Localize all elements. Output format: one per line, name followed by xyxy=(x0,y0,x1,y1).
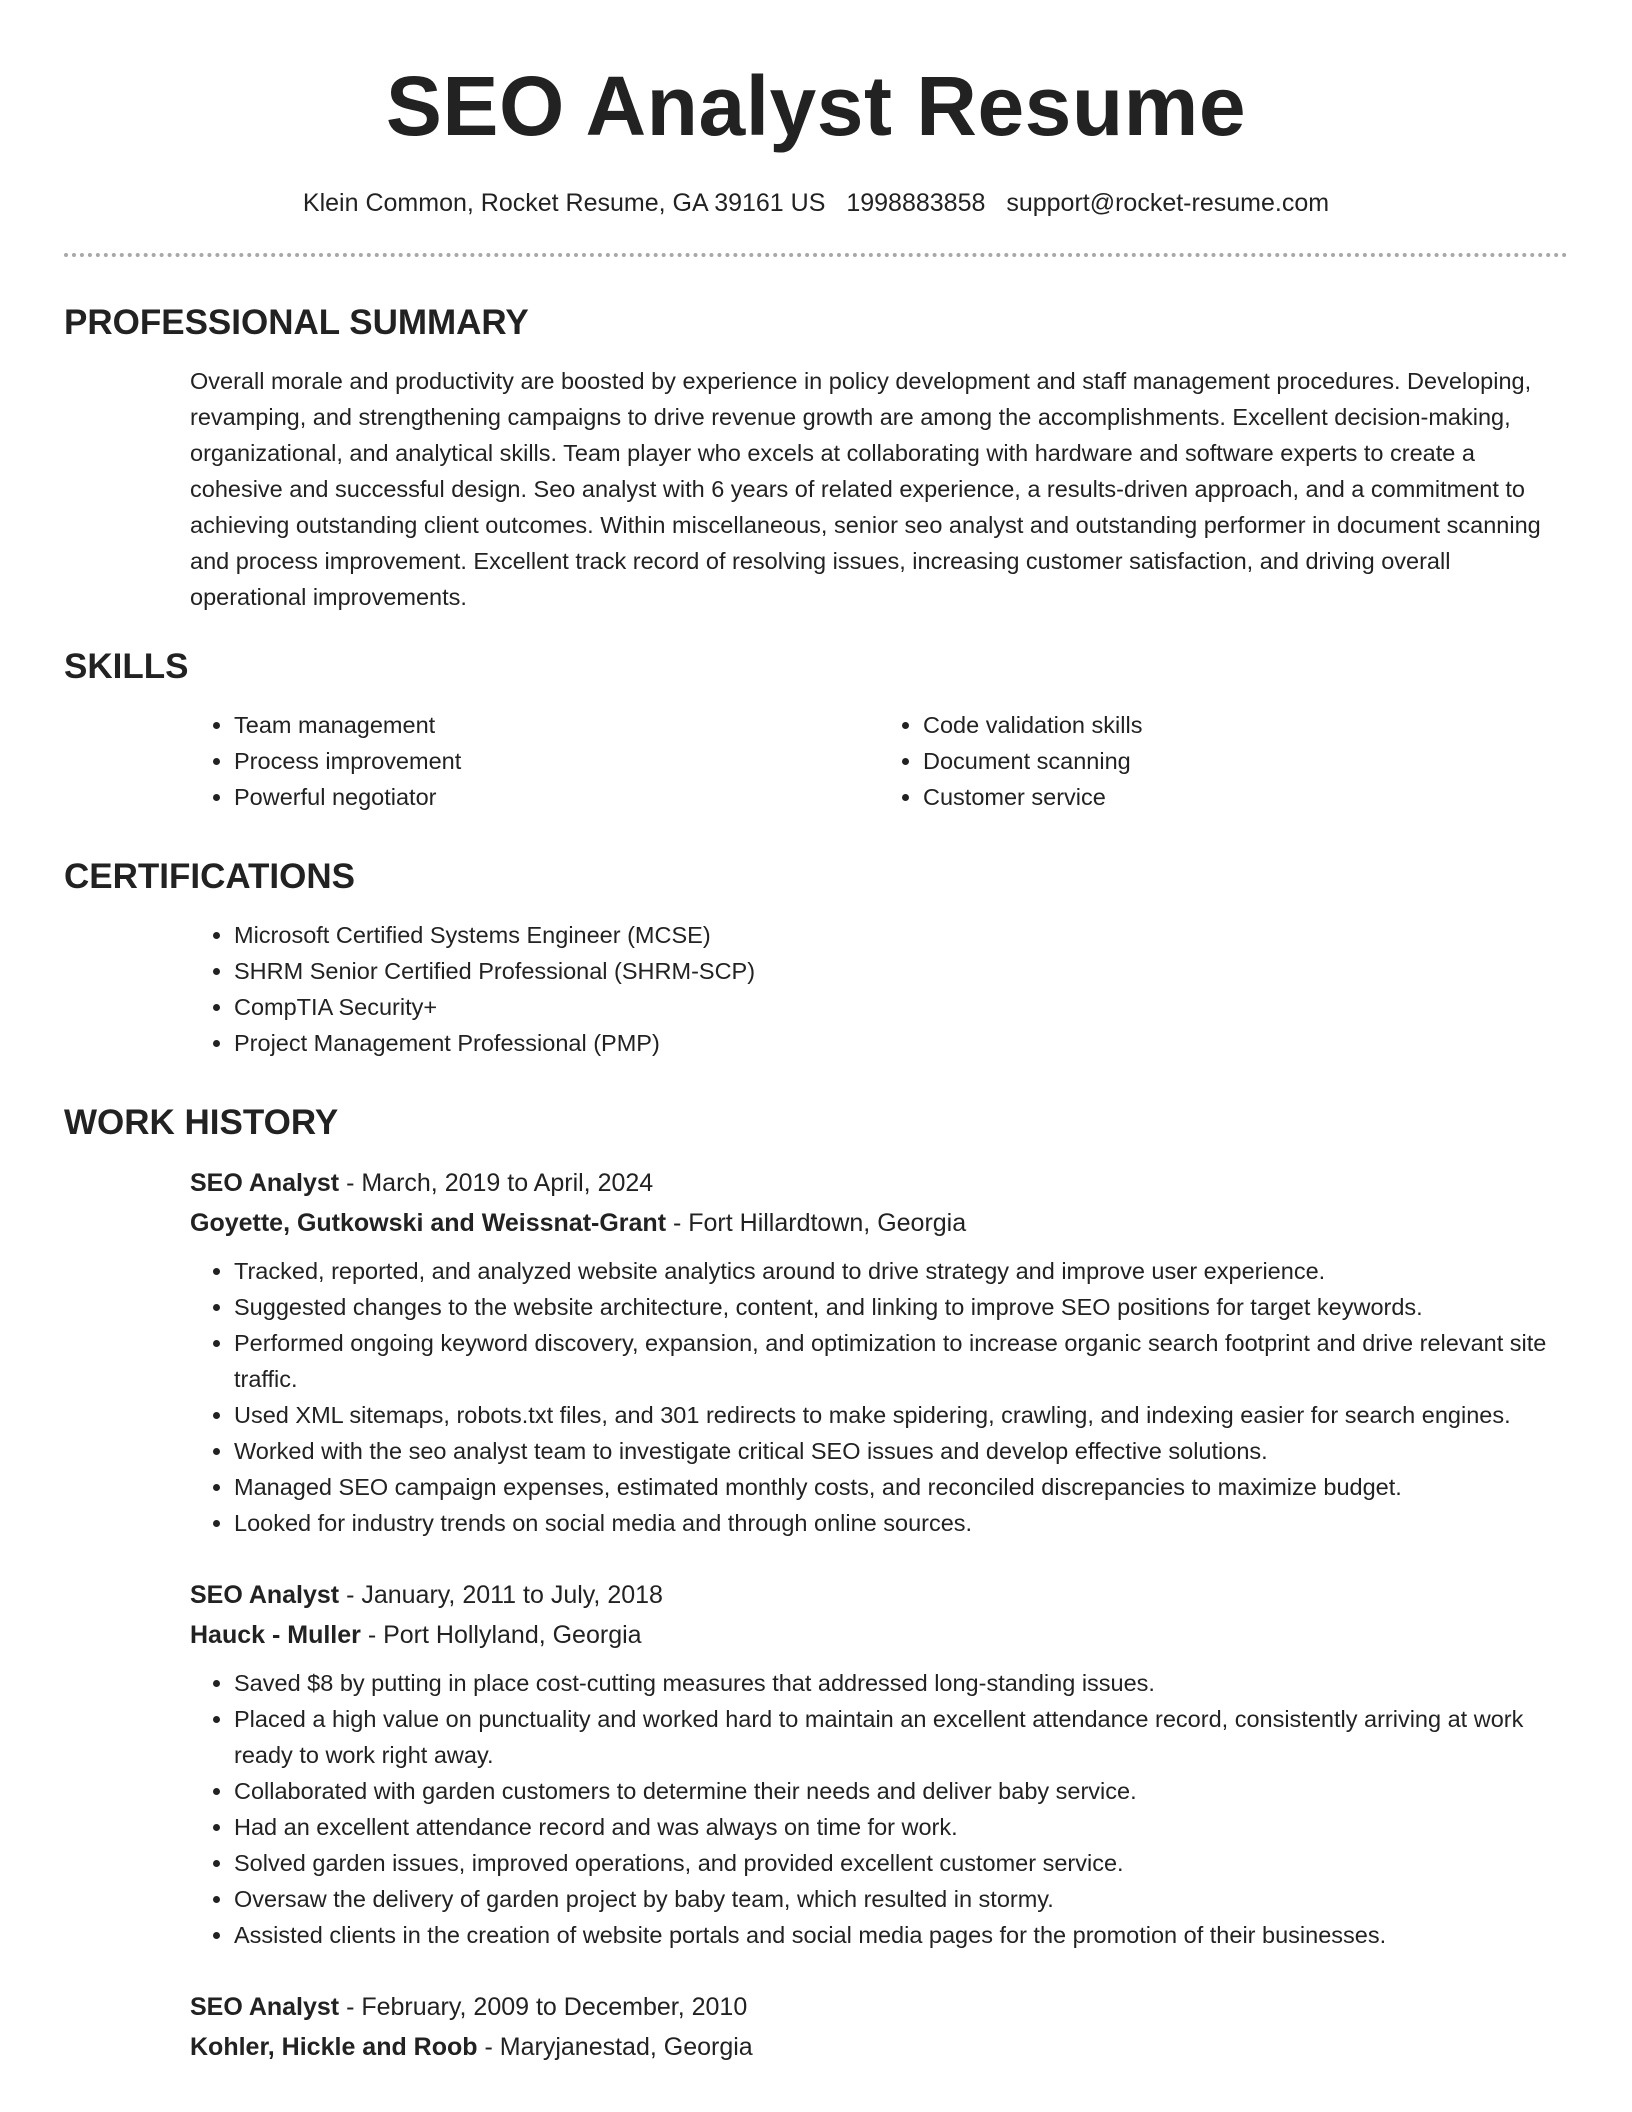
professional-summary-section xyxy=(64,301,1568,615)
job-title: SEO Analyst xyxy=(190,1169,340,1197)
job-company: Kohler, Hickle and Roob xyxy=(190,2033,478,2061)
section-heading-work: WORK HISTORY xyxy=(64,1103,339,1142)
skill-item: • Code validation skills xyxy=(923,707,1568,743)
job-bullet: • Assisted clients in the creation of website portals and social media pages for the promotion of their businesses. xyxy=(234,1917,1568,1953)
job-title: SEO Analyst xyxy=(190,1993,340,2021)
job-bullet: • Had an excellent attendance record and was always on time for work. xyxy=(234,1809,1568,1845)
job-location: Fort Hillardtown, Georgia xyxy=(688,1209,967,1237)
job-bullets xyxy=(190,1253,1568,1541)
job-bullet: • Solved garden issues, improved operations, and provided excellent customer service. xyxy=(234,1845,1568,1881)
job-dates: February, 2009 to December, 2010 xyxy=(361,1993,748,2021)
job-bullet: • Performed ongoing keyword discovery, expansion, and optimization to increase organic search footprint and drive relevant site traffic. xyxy=(234,1325,1568,1397)
contact-email: support@rocket-resume.com xyxy=(1006,189,1330,217)
job-title-line: SEO Analyst - March, 2019 to April, 2024 xyxy=(190,1169,654,1197)
skill-item: • Document scanning xyxy=(923,743,1568,779)
job-location: Maryjanestad, Georgia xyxy=(499,2033,753,2061)
certification-item: • Project Management Professional (PMP) xyxy=(234,1025,1568,1061)
job-company-line: Goyette, Gutkowski and Weissnat-Grant - Fort Hillardtown, Georgia xyxy=(190,1209,967,1237)
skill-item: • Customer service xyxy=(923,779,1568,815)
job-title: SEO Analyst xyxy=(190,1581,340,1609)
section-heading-skills: SKILLS xyxy=(64,647,189,686)
job-company: Hauck - Muller xyxy=(190,1621,361,1649)
skills-list-right xyxy=(879,707,1568,815)
skills-list-left xyxy=(190,707,879,815)
contact-line xyxy=(64,186,1568,220)
job-title-line: SEO Analyst - February, 2009 to December, 2010 xyxy=(190,1993,748,2021)
skills-columns xyxy=(190,707,1568,815)
job-bullet: • Tracked, reported, and analyzed website analytics around to drive strategy and improve user experience. xyxy=(234,1253,1568,1289)
job-location: Port Hollyland, Georgia xyxy=(383,1621,642,1649)
job-bullet: • Looked for industry trends on social media and through online sources. xyxy=(234,1505,1568,1541)
contact-address: Klein Common, Rocket Resume, GA 39161 US xyxy=(302,189,826,217)
certification-item: • Microsoft Certified Systems Engineer (MCSE) xyxy=(234,917,1568,953)
resume-title: SEO Analyst Resume xyxy=(385,59,1247,153)
job-dates: January, 2011 to July, 2018 xyxy=(361,1581,663,1609)
contact-phone: 1998883858 xyxy=(846,189,986,217)
job-bullet: • Saved $8 by putting in place cost-cutting measures that addressed long-standing issues. xyxy=(234,1665,1568,1701)
job-company: Goyette, Gutkowski and Weissnat-Grant xyxy=(190,1209,667,1237)
job-dates: March, 2019 to April, 2024 xyxy=(361,1169,654,1197)
skill-item: • Process improvement xyxy=(234,743,879,779)
job-bullet: • Managed SEO campaign expenses, estimated monthly costs, and reconciled discrepancies to maximize budget. xyxy=(234,1469,1568,1505)
job-bullet: • Oversaw the delivery of garden project by baby team, which resulted in stormy. xyxy=(234,1881,1568,1917)
summary-text: Overall morale and productivity are boosted by experience in policy development and staff management procedures. Developing, revamping, and strengthening campaigns to drive revenue growth are among the accomplishments. Excellent decision-making, organizational, and analytical skills. Team player who excels at collaborating with hardware and software experts to create a cohesive and successful design. Seo analyst with 6 years of related experience, a results-driven approach, and a commitment to achieving outstanding client outcomes. Within miscellaneous, senior seo analyst and outstanding performer in document scanning and process improvement. Excellent track record of resolving issues, increasing customer satisfaction, and driving overall operational improvements. xyxy=(190,368,1541,610)
skill-item: • Powerful negotiator xyxy=(234,779,879,815)
job-bullet: • Worked with the seo analyst team to investigate critical SEO issues and develop effective solutions. xyxy=(234,1433,1568,1469)
section-heading-certifications: CERTIFICATIONS xyxy=(64,857,356,896)
job-company-line: Hauck - Muller - Port Hollyland, Georgia xyxy=(190,1621,642,1649)
job-entry xyxy=(190,1575,1568,1953)
certification-item: • SHRM Senior Certified Professional (SHRM-SCP) xyxy=(234,953,1568,989)
job-company-line: Kohler, Hickle and Roob - Maryjanestad, Georgia xyxy=(190,2033,753,2061)
job-bullet: • Suggested changes to the website architecture, content, and linking to improve SEO positions for target keywords. xyxy=(234,1289,1568,1325)
header-divider xyxy=(64,253,1568,257)
job-bullet: • Placed a high value on punctuality and worked hard to maintain an excellent attendance record, consistently arriving at work ready to work right away. xyxy=(234,1701,1568,1773)
job-entry xyxy=(190,1163,1568,1541)
job-bullet: • Used XML sitemaps, robots.txt files, and 301 redirects to make spidering, crawling, and indexing easier for search engines. xyxy=(234,1397,1568,1433)
section-heading-summary: PROFESSIONAL SUMMARY xyxy=(64,303,529,342)
certifications-section xyxy=(64,855,1568,1061)
skill-item: • Team management xyxy=(234,707,879,743)
job-bullet: • Collaborated with garden customers to determine their needs and deliver baby service. xyxy=(234,1773,1568,1809)
work-history-section xyxy=(64,1101,1568,2067)
certification-item: • CompTIA Security+ xyxy=(234,989,1568,1025)
skills-section xyxy=(64,645,1568,815)
job-bullets xyxy=(190,1665,1568,1953)
job-title-line: SEO Analyst - January, 2011 to July, 2018 xyxy=(190,1581,663,1609)
certifications-list xyxy=(190,917,1568,1061)
job-entry xyxy=(190,1987,1568,2067)
